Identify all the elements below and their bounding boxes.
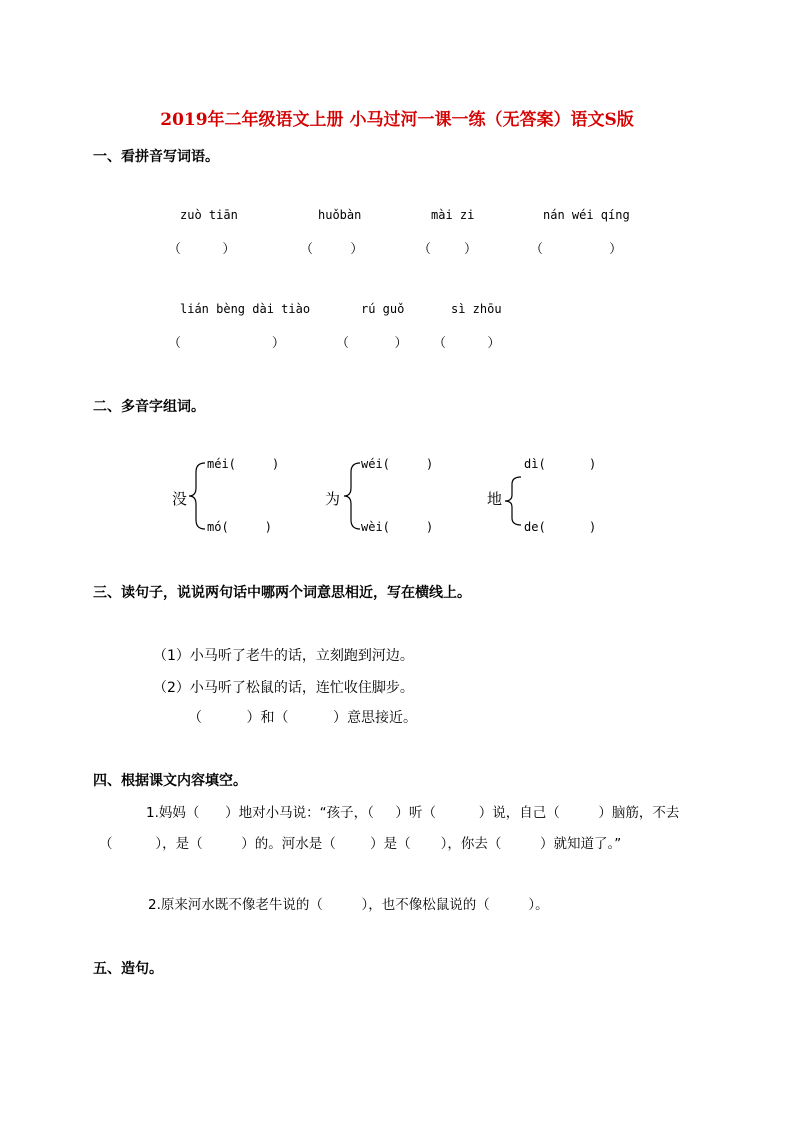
polyphone-char: 地	[487, 490, 503, 508]
pinyin-item: zuò tiān	[180, 208, 238, 222]
polyphone-reading-top[interactable]: wéi( )	[361, 457, 434, 471]
answer-blank[interactable]: （ ）	[433, 336, 501, 351]
answer-blank[interactable]: （ ）	[530, 242, 623, 257]
fill-item-1-line-1[interactable]: 1.妈妈（ ）地对小马说：“孩子，（ ）听（ ）说，自己（ ）脑筋，不去	[146, 805, 680, 821]
fill-item-1-line-2[interactable]: （ ），是（ ）的。河水是（ ）是（ ），你去（ ）就知道了。”	[99, 836, 622, 852]
similar-words-answer[interactable]: （ ）和（ ）意思接近。	[188, 710, 418, 726]
answer-blank[interactable]: （ ）	[336, 336, 408, 351]
brace-icon	[342, 462, 362, 530]
page-title: 2019年二年级语文上册 小马过河一课一练（无答案）语文S版	[160, 110, 634, 130]
polyphone-char: 为	[325, 490, 341, 508]
answer-blank[interactable]: （ ）	[418, 242, 478, 257]
polyphone-reading-top[interactable]: méi( )	[207, 457, 280, 471]
section-1-heading: 一、看拼音写词语。	[93, 149, 219, 165]
polyphone-reading-bottom[interactable]: wèi( )	[361, 520, 434, 534]
polyphone-reading-top[interactable]: dì( )	[524, 457, 597, 471]
pinyin-item: nán wéi qíng	[543, 208, 630, 222]
section-5-heading: 五、造句。	[93, 961, 163, 977]
polyphone-char: 没	[172, 490, 188, 508]
answer-blank[interactable]: （ ）	[300, 242, 364, 257]
pinyin-item: lián bèng dài tiào	[180, 302, 311, 316]
pinyin-item: mài zi	[431, 208, 475, 222]
section-2-heading: 二、多音字组词。	[93, 399, 205, 415]
section-3-heading: 三、读句子，说说两句话中哪两个词意思相近，写在横线上。	[93, 585, 471, 601]
pinyin-item: sì zhōu	[451, 302, 502, 316]
sentence-2: （2）小马听了松鼠的话，连忙收住脚步。	[153, 680, 414, 696]
fill-item-2[interactable]: 2.原来河水既不像老牛说的（ ），也不像松鼠说的（ ）。	[148, 897, 549, 913]
brace-icon	[187, 462, 207, 530]
answer-blank[interactable]: （ ）	[168, 242, 236, 257]
polyphone-reading-bottom[interactable]: de( )	[524, 520, 597, 534]
answer-blank[interactable]: （ ）	[168, 336, 285, 351]
pinyin-item: rú guǒ	[361, 302, 405, 316]
pinyin-item: huǒbàn	[318, 208, 362, 222]
sentence-1: （1）小马听了老牛的话，立刻跑到河边。	[153, 648, 414, 664]
section-4-heading: 四、根据课文内容填空。	[93, 773, 247, 789]
brace-icon	[503, 476, 523, 526]
polyphone-reading-bottom[interactable]: mó( )	[207, 520, 273, 534]
